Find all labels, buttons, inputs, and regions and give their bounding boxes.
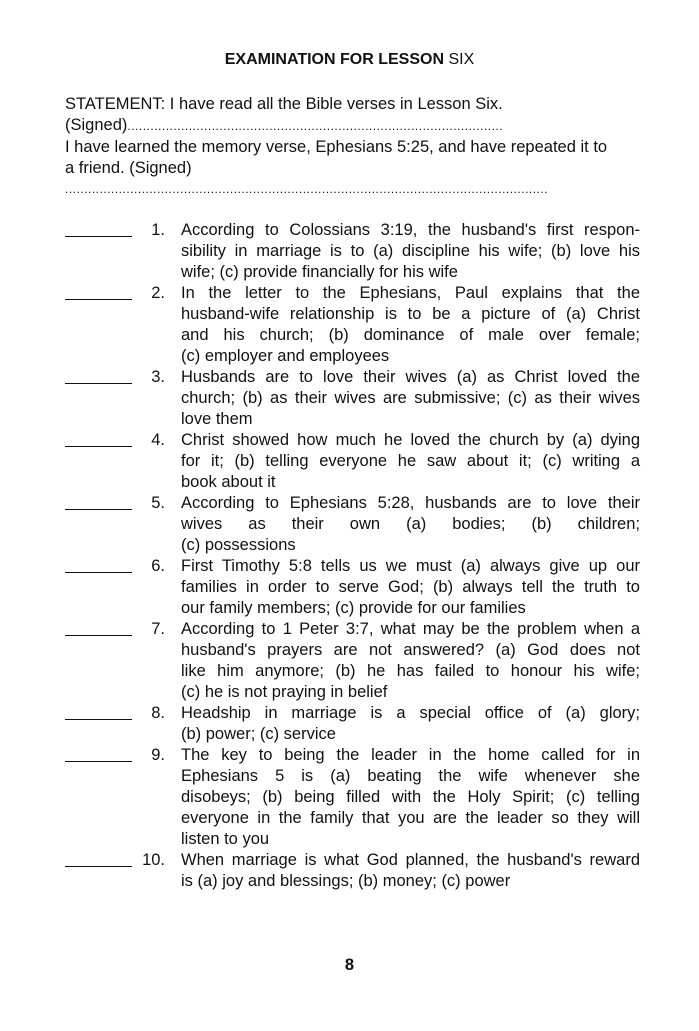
- question-text-line: listen to you: [181, 830, 270, 848]
- question-number: 7.: [151, 620, 165, 638]
- question-text-line: According to Ephesians 5:28, husbands are to love their: [181, 494, 640, 512]
- question-text-line: (b) power; (c) service: [181, 725, 336, 743]
- question-text-line: for it; (b) telling everyone he saw about it; (c) writing a: [181, 452, 640, 470]
- question-number: 9.: [151, 746, 165, 764]
- question-text-line: In the letter to the Ephesians, Paul explains that the: [181, 284, 640, 302]
- answer-blank[interactable]: [65, 635, 132, 636]
- question-text-line: According to Colossians 3:19, the husband's first respon-: [181, 221, 640, 239]
- question-text-line: According to 1 Peter 3:7, what may be the problem when a: [181, 620, 640, 638]
- question-item: [65, 850, 640, 892]
- question-number: 4.: [151, 431, 165, 449]
- answer-blank[interactable]: [65, 572, 132, 573]
- answer-blank[interactable]: [65, 236, 132, 237]
- question-text-line: book about it: [181, 473, 276, 491]
- question-number: 2.: [151, 284, 165, 302]
- question-item: [65, 367, 640, 430]
- question-text-line: Ephesians 5 is (a) beating the wife whenever she: [181, 767, 640, 785]
- question-number: 6.: [151, 557, 165, 575]
- question-item: [65, 493, 640, 556]
- question-text-line: husband's prayers are not answered? (a) God does not: [181, 641, 640, 659]
- question-text-line: everyone in the family that you are the leader so they will: [181, 809, 640, 827]
- question-text-line: wives as their own (a) bodies; (b) children;: [181, 515, 640, 533]
- question-text-line: Headship in marriage is a special office of (a) glory;: [181, 704, 640, 722]
- question-text-line: First Timothy 5:8 tells us we must (a) always give up our: [181, 557, 640, 575]
- question-text-line: and his church; (b) dominance of male over female;: [181, 326, 640, 344]
- question-number: 3.: [151, 368, 165, 386]
- question-text-line: (c) possessions: [181, 536, 296, 554]
- question-text-line: wife; (c) provide financially for his wife: [181, 263, 458, 281]
- statement-line-2: I have learned the memory verse, Ephesians 5:25, and have repeated it to: [65, 138, 608, 156]
- question-text-line: Husbands are to love their wives (a) as Christ loved the: [181, 368, 640, 386]
- question-text-line: (c) he is not praying in belief: [181, 683, 388, 701]
- question-item: [65, 430, 640, 493]
- signed-label: (Signed): [65, 116, 128, 134]
- question-number: 1.: [151, 221, 165, 239]
- answer-blank[interactable]: [65, 719, 132, 720]
- statement-line-3: a friend. (Signed): [65, 159, 192, 177]
- question-text-line: our family members; (c) provide for our families: [181, 599, 526, 617]
- question-item: [65, 220, 640, 283]
- question-text-line: (c) employer and employees: [181, 347, 390, 365]
- answer-blank[interactable]: [65, 509, 132, 510]
- title-bold: EXAMINATION FOR LESSON: [224, 51, 444, 68]
- question-text-line: Christ showed how much he loved the church by (a) dying: [181, 431, 640, 449]
- question-number: 10.: [142, 851, 165, 869]
- question-item: [65, 556, 640, 619]
- dotted-line: ..................................................................................................: [127, 119, 504, 133]
- question-list: [65, 220, 640, 892]
- question-item: [65, 745, 640, 850]
- question-text-line: sibility in marriage is to (a) discipline his wife; (b) love his: [181, 242, 640, 260]
- title-lesson: SIX: [448, 51, 475, 68]
- answer-blank[interactable]: [65, 866, 132, 867]
- question-number: 8.: [151, 704, 165, 722]
- question-text-line: church; (b) as their wives are submissive; (c) as their wives: [181, 389, 640, 407]
- signature-line-1[interactable]: [65, 115, 640, 137]
- question-text-line: families in order to serve God; (b) always tell the truth to: [181, 578, 640, 596]
- statement-line-1: STATEMENT: I have read all the Bible verses in Lesson Six.: [65, 95, 503, 113]
- question-number: 5.: [151, 494, 165, 512]
- answer-blank[interactable]: [65, 299, 132, 300]
- exam-title: [0, 49, 699, 70]
- answer-blank[interactable]: [65, 761, 132, 762]
- question-item: [65, 619, 640, 703]
- question-text-line: is (a) joy and blessings; (b) money; (c) power: [181, 872, 511, 890]
- question-text-line: husband-wife relationship is to be a picture of (a) Christ: [181, 305, 640, 323]
- answer-blank[interactable]: [65, 446, 132, 447]
- signature-line-2[interactable]: ..............................................................................................................................: [65, 182, 549, 196]
- question-text-line: The key to being the leader in the home called for in: [181, 746, 640, 764]
- answer-blank[interactable]: [65, 383, 132, 384]
- question-item: [65, 703, 640, 745]
- question-text-line: disobeys; (b) being filled with the Holy Spirit; (c) telling: [181, 788, 640, 806]
- question-item: [65, 283, 640, 367]
- question-text-line: like him anymore; (b) he has failed to honour his wife;: [181, 662, 640, 680]
- page-number: 8: [344, 956, 355, 974]
- statement-block: [65, 94, 640, 200]
- question-text-line: love them: [181, 410, 253, 428]
- question-text-line: When marriage is what God planned, the husband's reward: [181, 851, 640, 869]
